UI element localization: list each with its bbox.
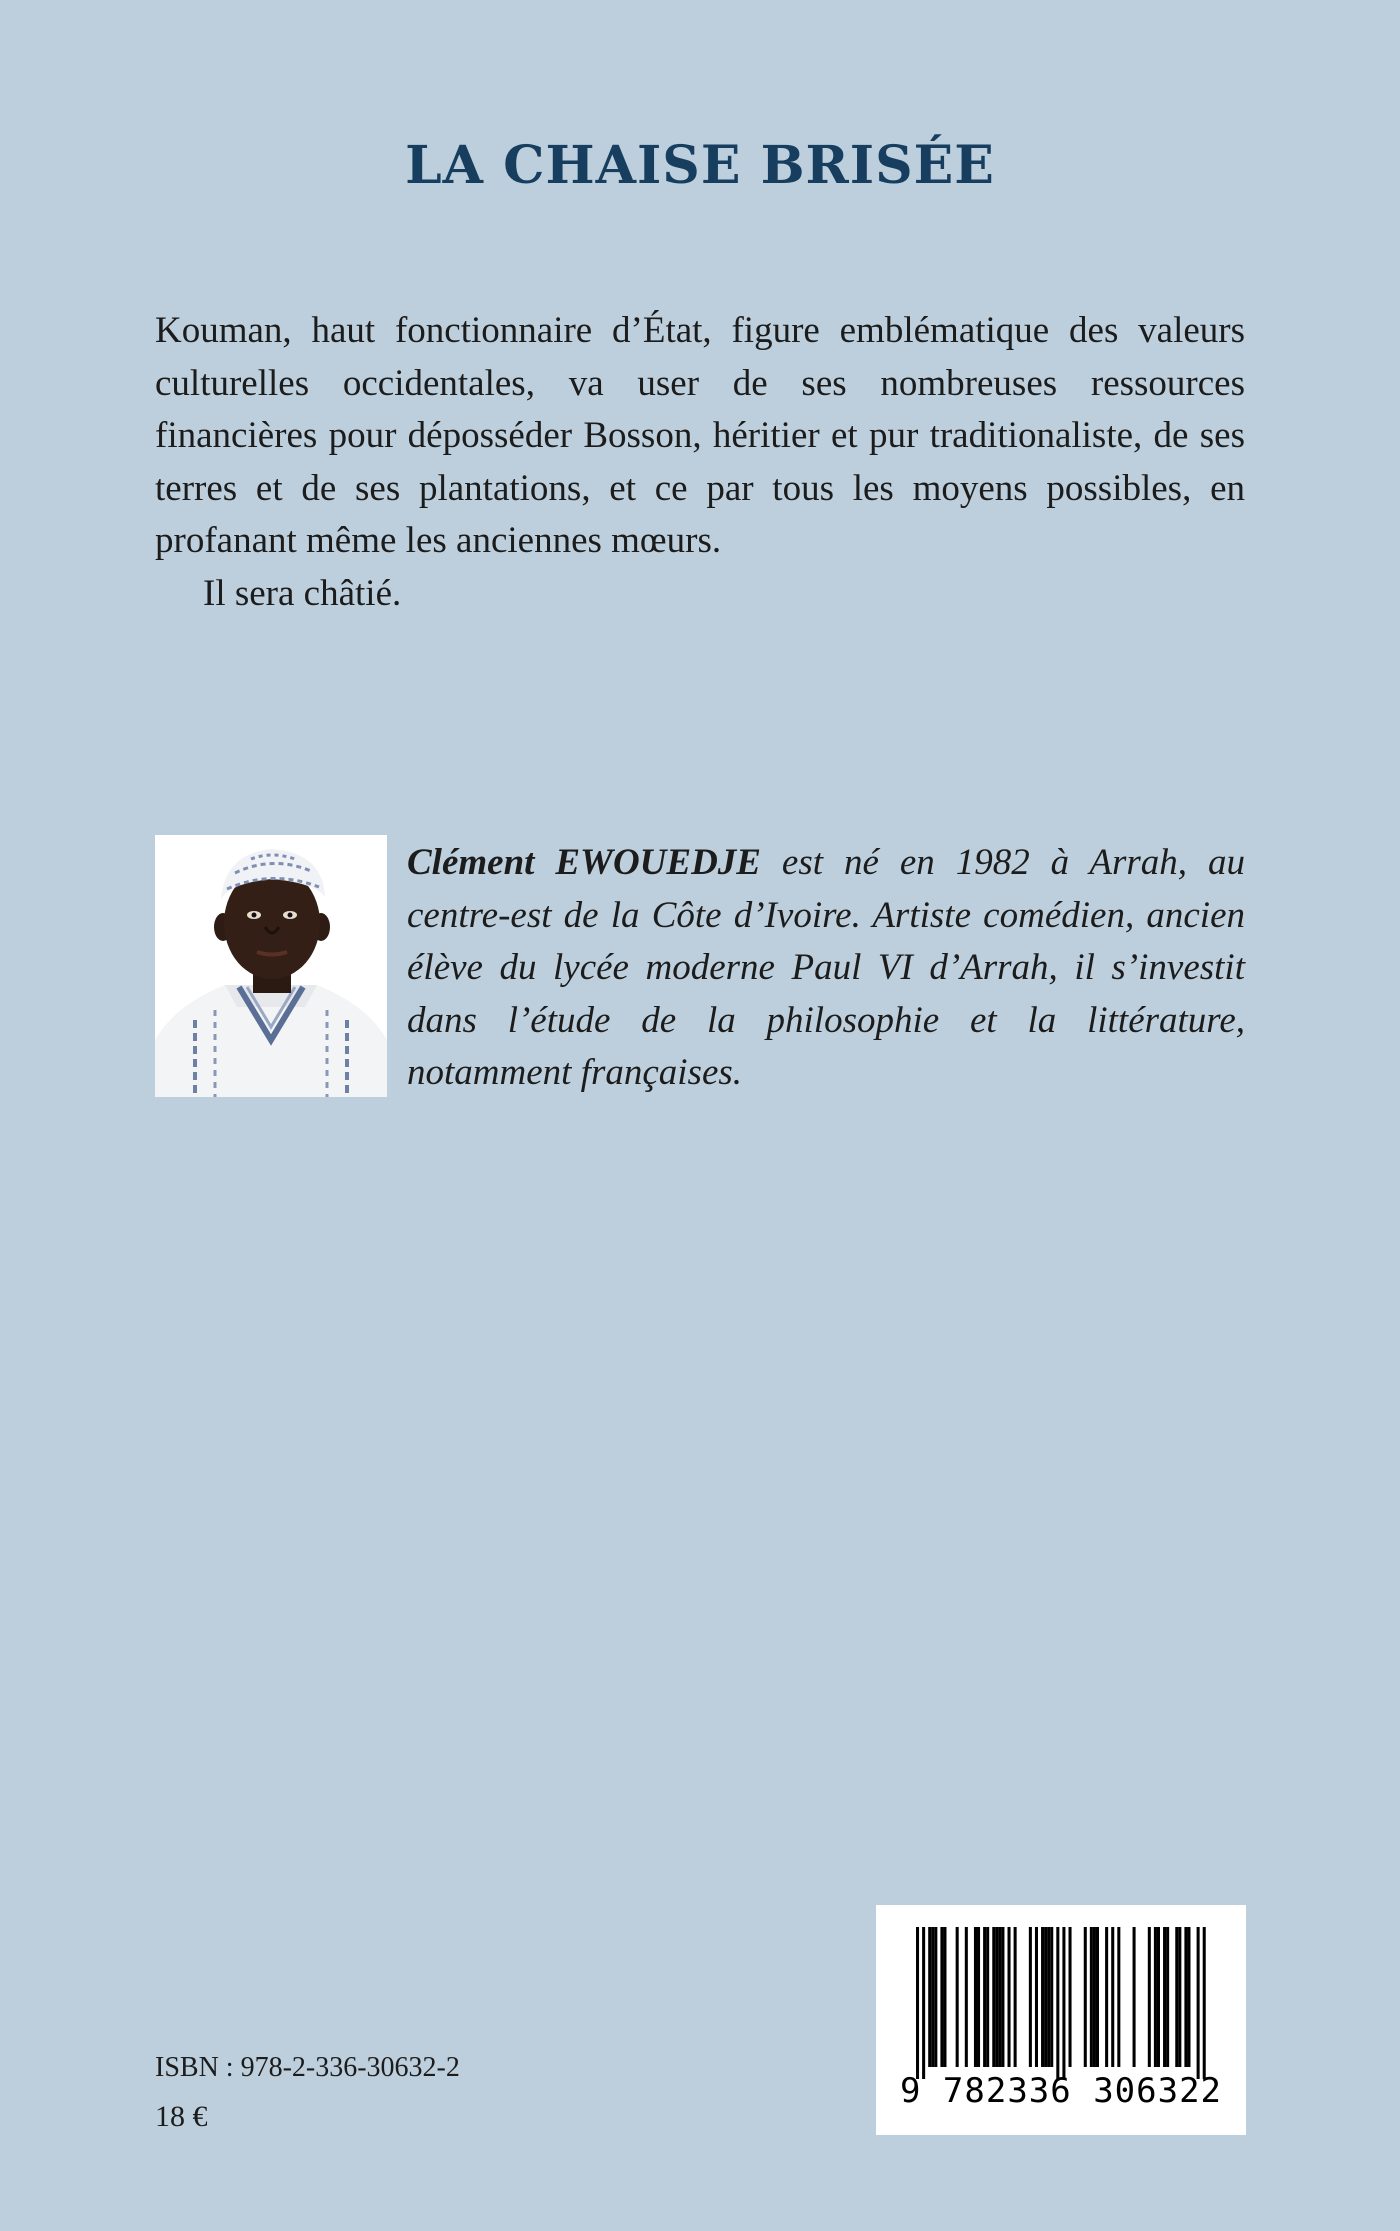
barcode-bar (1090, 1927, 1093, 2067)
barcode-bar (922, 1927, 925, 2079)
barcode-bar (940, 1927, 943, 2067)
barcode (876, 1905, 1246, 2135)
barcode-bar (965, 1927, 968, 2067)
barcode-bar (1084, 1927, 1087, 2067)
barcode-bar (1008, 1927, 1011, 2067)
author-portrait-icon (155, 835, 387, 1097)
barcode-bar (1175, 1927, 1178, 2067)
barcode-bar (974, 1927, 977, 2067)
barcode-bar (1163, 1927, 1166, 2067)
barcode-bar (1117, 1927, 1120, 2067)
barcode-bar (1044, 1927, 1047, 2067)
barcode-bar (1133, 1927, 1136, 2067)
author-bio (407, 837, 1245, 1100)
barcode-bar (1105, 1927, 1108, 2067)
barcode-bar (1041, 1927, 1044, 2067)
barcode-bar (1184, 1927, 1187, 2067)
barcode-bar (943, 1927, 946, 2067)
barcode-bar (1047, 1927, 1050, 2067)
barcode-bar (998, 1927, 1001, 2067)
barcode-bar (995, 1927, 998, 2067)
barcode-bar (1111, 1927, 1114, 2067)
barcode-bar (928, 1927, 931, 2067)
barcode-bar (1093, 1927, 1096, 2067)
blurb (155, 305, 1245, 620)
barcode-bar (1096, 1927, 1099, 2067)
blurb-paragraph: Il sera châtié. (203, 572, 402, 614)
barcode-bar (1154, 1927, 1157, 2067)
barcode-bar (1050, 1927, 1053, 2067)
barcode-bar (977, 1927, 980, 2067)
barcode-bar (1157, 1927, 1160, 2067)
barcode-bar (992, 1927, 995, 2067)
barcode-bar (931, 1927, 934, 2067)
barcode-bar (1197, 1927, 1200, 2079)
barcode-digits: 9 782336 306322 (899, 2071, 1223, 2111)
barcode-bar (1001, 1927, 1004, 2067)
book-title: LA CHAISE BRISÉE (405, 135, 995, 196)
barcode-bar (1035, 1927, 1038, 2067)
barcode-bar (934, 1927, 937, 2067)
barcode-bar (1056, 1927, 1059, 2079)
barcode-bar (916, 1927, 919, 2079)
author-name: Clément EWOUEDJE (407, 842, 761, 883)
barcode-bar (986, 1927, 989, 2067)
barcode-bar (1069, 1927, 1072, 2067)
barcode-bar (956, 1927, 959, 2067)
blurb-paragraph: Kouman, haut fonctionnaire d’État, figure emblématique des valeurs culturelles occidentales, va user de ses nombreuses ressources financières pour déposséder Bosson, héritier et pur traditionaliste, de ses terres et de ses plantations, et ce par tous les moyens possibles, en profanant même les anciennes mœurs. (155, 310, 1245, 561)
barcode-bar (983, 1927, 986, 2067)
price-text: 18 € (155, 2100, 208, 2133)
barcode-bar (1166, 1927, 1169, 2067)
barcode-bar (1148, 1927, 1151, 2067)
barcode-bar (1062, 1927, 1065, 2079)
author-bio-text: est né en 1982 à Arrah, au centre-est de la Côte d’Ivoire. Artiste comédien, ancien élève du lycée moderne Paul VI d’Arrah, il s’investit dans l’étude de la philosophie et la littérature, notamment françaises. (407, 842, 1245, 1093)
barcode-bar (1178, 1927, 1181, 2067)
author-portrait-image (155, 835, 387, 1097)
isbn-text: ISBN : 978-2-336-30632-2 (155, 2052, 460, 2083)
barcode-bar (1187, 1927, 1190, 2067)
barcode-bar (1203, 1927, 1206, 2079)
barcode-bar (1029, 1927, 1032, 2067)
barcode-bar (1014, 1927, 1017, 2067)
